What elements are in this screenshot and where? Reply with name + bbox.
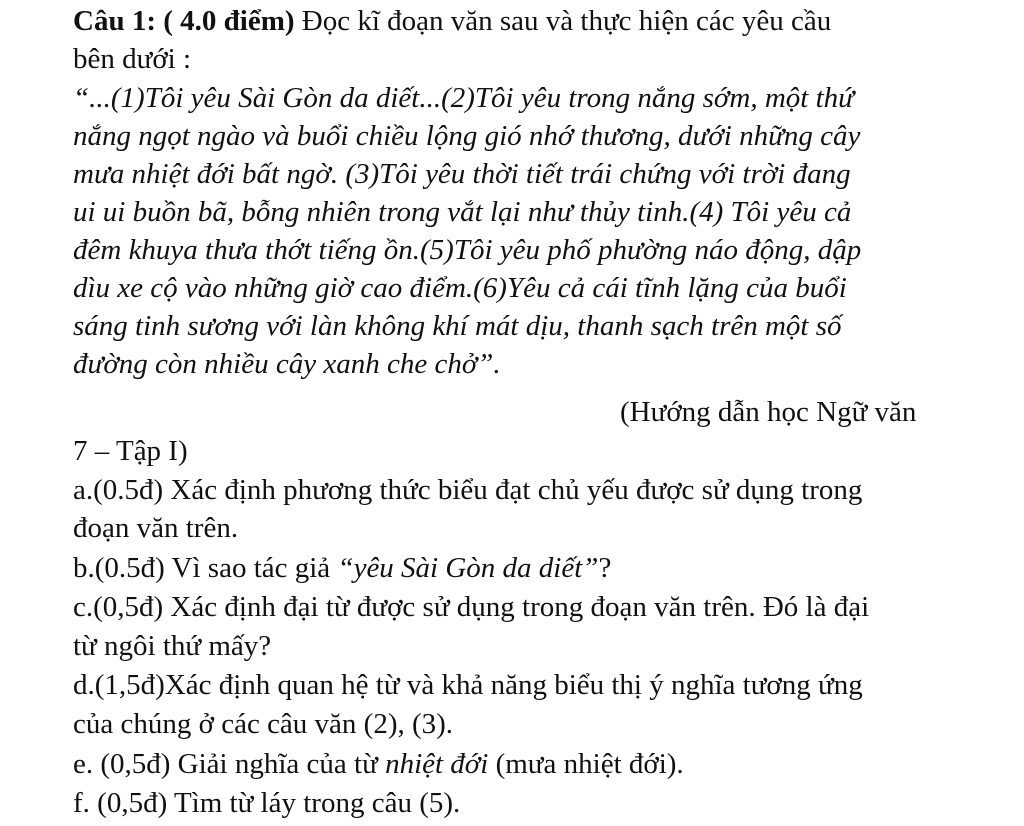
passage-line: “...(1)Tôi yêu Sài Gòn da diết...(2)Tôi yêu trong nắng sớm, một thứ — [73, 82, 854, 114]
task-e-text: e. (0,5đ) Giải nghĩa của từ — [73, 748, 386, 780]
task-b-end: ? — [598, 552, 612, 584]
passage-line: đêm khuya thưa thớt tiếng ồn.(5)Tôi yêu phố phường náo động, dập — [73, 234, 862, 266]
passage-source: (Hướng dẫn học Ngữ văn — [620, 396, 917, 428]
question-header-line — [73, 2, 831, 40]
task-c-continued: từ ngôi thứ mấy? — [73, 630, 272, 662]
task-b-text: b.(0.5đ) Vì sao tác giả — [73, 552, 338, 584]
passage-line: dìu xe cộ vào những giờ cao điểm.(6)Yêu cả cái tĩnh lặng của buổi — [73, 272, 847, 304]
passage-line: ui ui buồn bã, bỗng nhiên trong vắt lại như thủy tinh.(4) Tôi yêu cả — [73, 196, 852, 228]
task-d: d.(1,5đ)Xác định quan hệ từ và khả năng biểu thị ý nghĩa tương ứng — [73, 669, 863, 701]
passage-line: nắng ngọt ngào và buổi chiều lộng gió nhớ thương, dưới những cây — [73, 120, 861, 152]
task-a-continued: đoạn văn trên. — [73, 512, 239, 544]
question-heading: Câu 1: ( 4.0 điểm) — [73, 5, 295, 37]
passage-line: sáng tinh sương với làn không khí mát dịu, thanh sạch trên một số — [73, 310, 842, 342]
task-b — [73, 549, 611, 587]
question-prompt: Đọc kĩ đoạn văn sau và thực hiện các yêu cầu — [294, 5, 832, 37]
task-b-quote: “yêu Sài Gòn da diết” — [337, 552, 599, 584]
task-e — [73, 745, 684, 783]
task-e-term: nhiệt đới — [385, 748, 489, 780]
task-e-end: (mưa nhiệt đới). — [488, 748, 684, 780]
question-prompt-continued: bên dưới : — [73, 43, 192, 75]
task-d-continued: của chúng ở các câu văn (2), (3). — [73, 708, 454, 740]
task-a: a.(0.5đ) Xác định phương thức biểu đạt chủ yếu được sử dụng trong — [73, 474, 863, 506]
passage-source-continued: 7 – Tập I) — [73, 435, 188, 467]
passage-line: đường còn nhiều cây xanh che chở”. — [73, 348, 501, 380]
task-c: c.(0,5đ) Xác định đại từ được sử dụng trong đoạn văn trên. Đó là đại — [73, 591, 870, 623]
task-f: f. (0,5đ) Tìm từ láy trong câu (5). — [73, 787, 461, 819]
passage-line: mưa nhiệt đới bất ngờ. (3)Tôi yêu thời tiết trái chứng với trời đang — [73, 158, 851, 190]
